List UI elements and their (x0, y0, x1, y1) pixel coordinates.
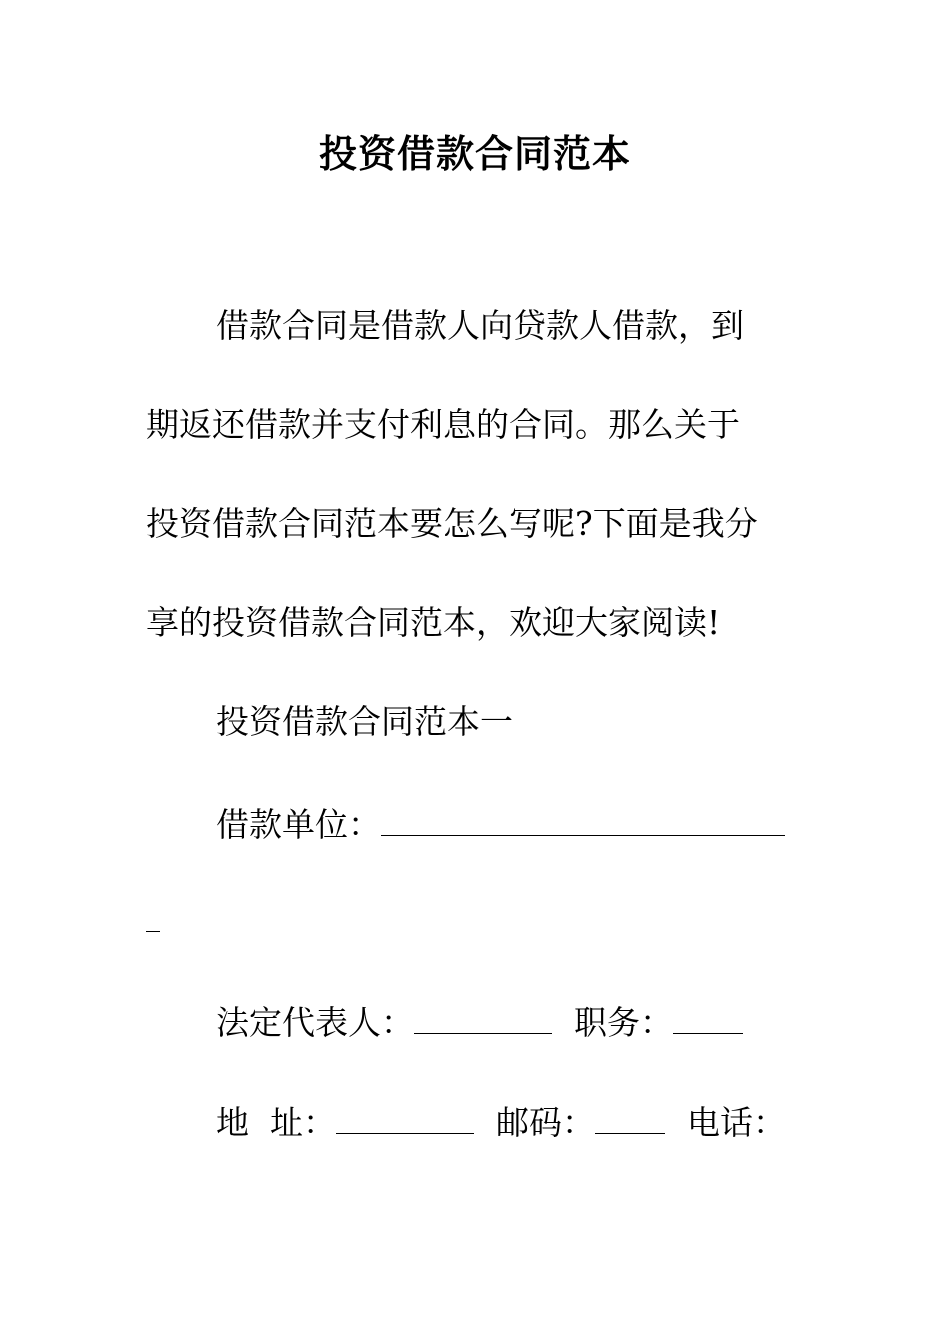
borrower-blank-continuation (146, 901, 160, 932)
postcode-blank (595, 1103, 665, 1134)
borrower-blank-continuation-row (146, 897, 160, 945)
legal-rep-row (216, 999, 743, 1047)
position-label: 职务： (574, 1003, 673, 1042)
intro-line-1: 借款合同是借款人向贷款人借款，到 (216, 306, 744, 345)
document-title: 投资借款合同范本 (318, 131, 631, 176)
intro-line-3: 投资借款合同范本要怎么写呢?下面是我分 (146, 504, 758, 543)
legal-rep-blank (414, 1003, 552, 1034)
address-row (216, 1099, 786, 1147)
borrower-blank (381, 805, 785, 836)
phone-label: 电话： (686, 1103, 786, 1142)
postcode-label: 邮码： (495, 1103, 595, 1142)
borrower-row (216, 801, 785, 849)
section-heading: 投资借款合同范本一 (216, 702, 513, 741)
intro-line-4: 享的投资借款合同范本，欢迎大家阅读! (146, 603, 721, 642)
intro-line-2: 期返还借款并支付利息的合同。那么关于 (146, 405, 740, 444)
position-blank (673, 1003, 743, 1034)
address-label: 地 址： (216, 1103, 336, 1142)
address-blank (336, 1103, 474, 1134)
borrower-label: 借款单位： (216, 805, 381, 844)
legal-rep-label: 法定代表人： (216, 1003, 414, 1042)
